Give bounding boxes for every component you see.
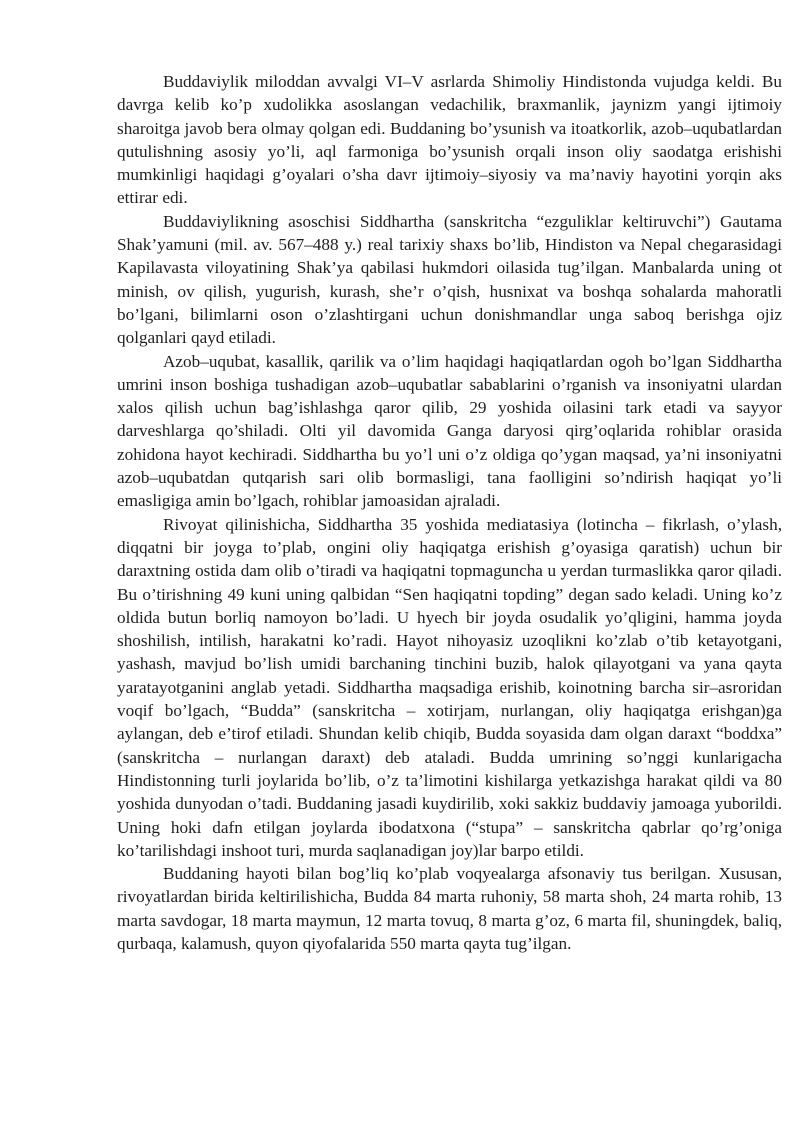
paragraph-founder: Buddaviylikning asoschisi Siddhartha (sanskritcha “ezguliklar keltiruvchi”) Gautama Shak’yamuni (mil. av. 567–488 y.) real tarixiy shaxs bo’lib, Hindiston va Nepal chegarasidagi Kapilavasta viloyatining Shak’ya qabilasi hukmdori oilasida tug’ilgan. Manbalarda uning ot minish, ov qilish, yugurish, kurash, she’r o’qish, husnixat va boshqa sohalarda mahoratli bo’lgani, bilimlarni oson o’zlashtirgani uchun donishmandlar unga saboq berishga ojiz qolganlari qayd etiladi. (117, 211, 782, 348)
paragraph-enlightenment: Rivoyat qilinishicha, Siddhartha 35 yoshida mediatasiya (lotincha – fikrlash, o’ylash, diqqatni bir joyga to’plab, ongini oliy haqiqatga erishish g’oyasiga qaratish) uchun bir daraxtning ostida dam olib o’tiradi va haqiqatni topmaguncha u yerdan turmaslikka qaror qiladi. Bu o’tirishning 49 kuni uning qalbidan “Sen haqiqatni topding” degan sado keladi. Uning ko’z oldida butun borliq namoyon bo’ladi. U hyech bir joyda osudalik yo’qligini, hamma joyda shoshilish, intilish, harakatni ko’radi. Hayot nihoyasiz uzoqlikni ko’zlab o’tib ketayotgani, yashash, mavjud bo’lish umidi barchaning tinchini buzib, halok qilayotgani va yana qayta yaratayotganini anglab yetadi. Siddhartha maqsadiga erishib, koinotning barcha sir–asroridan voqif bo’lgach, “Budda” (sanskritcha – xotirjam, nurlangan, oliy haqiqatga erishgan)ga aylangan, deb e’tirof etiladi. Shundan kelib chiqib, Budda soyasida dam olgan daraxt “boddxa” (sanskritcha – nurlangan daraxt) deb ataladi. Budda umrining so’nggi kunlarigacha Hindistonning turli joylarida bo’lib, o’z ta’limotini kishilarga yetkazishga harakat qildi va 80 yoshida dunyodan o’tadi. Buddaning jasadi kuydirilib, xoki sakkiz buddaviy jamoaga yuborildi. Uning hoki dafn etilgan joylarda ibodatxona (“stupa” – sanskritcha qabrlar qo’rg’oniga ko’tarilishdagi inshoot turi, murda saqlanadigan joy)lar barpo etildi. (117, 514, 782, 860)
document-page (117, 70, 782, 955)
paragraph-origin: Buddaviylik miloddan avvalgi VI–V asrlarda Shimoliy Hindistonda vujudga keldi. Bu davrga kelib ko’p xudolikka asoslangan vedachilik, braxmanlik, jaynizm yangi ijtimoiy sharoitga javob bera olmay qolgan edi. Buddaning bo’ysunish va itoatkorlik, azob–uqubatlardan qutulishning asosiy yo’li, aql farmoniga bo’ysunish orqali inson oliy saodatga erishishi mumkinligi haqidagi g’oyalari o’sha davr ijtimoiy–siyosiy va ma’naviy hayotini yorqin aks ettirar edi. (117, 72, 782, 208)
paragraph-renunciation: Azob–uqubat, kasallik, qarilik va o’lim haqidagi haqiqatlardan ogoh bo’lgan Siddhartha umrini inson boshiga tushadigan azob–uqubatlar sabablarini o’rganish va insoniyatni ulardan xalos qilish uchun bag’ishlashga qaror qilib, 29 yoshida oilasini tark etadi va sayyor darveshlarga qo’shiladi. Olti yil davomida Ganga daryosi qirg’oqlarida rohiblar orasida zohidona hayot kechiradi. Siddhartha bu yo’l uni o’z oldiga qo’ygan maqsad, ya’ni insoniyatni azob–uqubatdan qutqarish sari olib bormasligi, tana faolligini so’ndirish haqiqat yo’li emasligiga amin bo’lgach, rohiblar jamoasidan ajraladi. (117, 351, 782, 511)
paragraph-legends: Buddaning hayoti bilan bog’liq ko’plab voqyealarga afsonaviy tus berilgan. Xususan, rivoyatlardan birida keltirilishicha, Budda 84 marta ruhoniy, 58 marta shoh, 24 marta rohib, 13 marta savdogar, 18 marta maymun, 12 marta tovuq, 8 marta g’oz, 6 marta fil, shuningdek, baliq, qurbaqa, kalamush, quyon qiyofalarida 550 marta qayta tug’ilgan. (117, 864, 782, 953)
